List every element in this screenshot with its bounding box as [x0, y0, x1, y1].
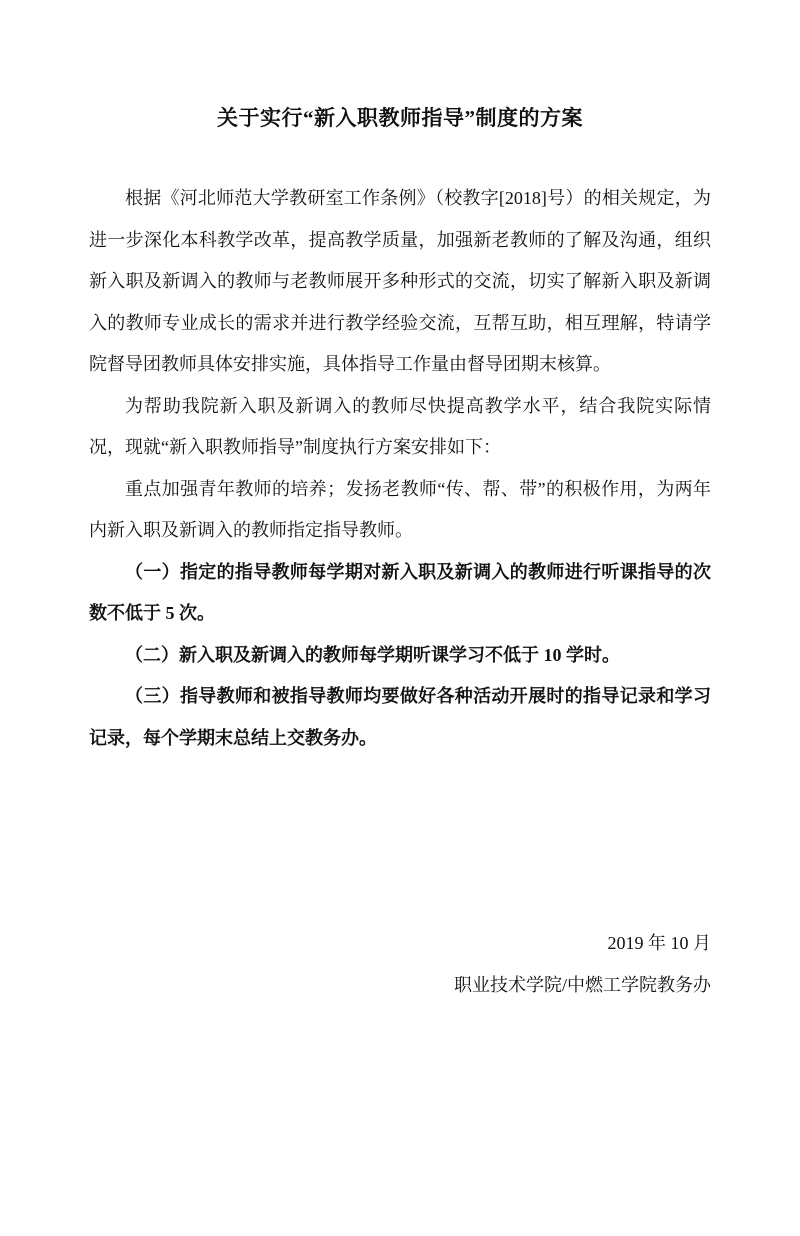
paragraph-5: （二）新入职及新调入的教师每学期听课学习不低于 10 学时。: [125, 644, 620, 665]
signature-org: 职业技术学院/中燃工学院教务办: [454, 974, 711, 995]
signature-date: 2019 年 10 月: [607, 933, 711, 953]
paragraph-3: 重点加强青年教师的培养；发扬老教师“传、帮、带”的积极作用，为两年内新入职及新调入的教师指定指导教师。: [89, 478, 711, 540]
paragraph-2: 为帮助我院新入职及新调入的教师尽快提高教学水平，结合我院实际情况，现就“新入职教师指导”制度执行方案安排如下：: [89, 395, 711, 457]
document-body: [89, 178, 711, 759]
page-title: 关于实行“新入职教师指导”制度的方案: [217, 106, 583, 130]
signature-block: [89, 923, 711, 1006]
paragraph-1: 根据《河北师范大学教研室工作条例》（校教字[2018]号）的相关规定，为进一步深化本科教学改革，提高教学质量，加强新老教师的了解及沟通，组织新入职及新调入的教师与老教师展开多种形式的交流，切实了解新入职及新调入的教师专业成长的需求并进行教学经验交流，互帮互助，相互理解，特请学院督导团教师具体安排实施，具体指导工作量由督导团期末核算。: [89, 188, 711, 374]
paragraph-4: （一）指定的指导教师每学期对新入职及新调入的教师进行听课指导的次数不低于 5 次。: [89, 561, 711, 623]
paragraph-6: （三）指导教师和被指导教师均要做好各种活动开展时的指导记录和学习记录，每个学期末总结上交教务办。: [89, 686, 711, 748]
document-page: [0, 104, 800, 1236]
